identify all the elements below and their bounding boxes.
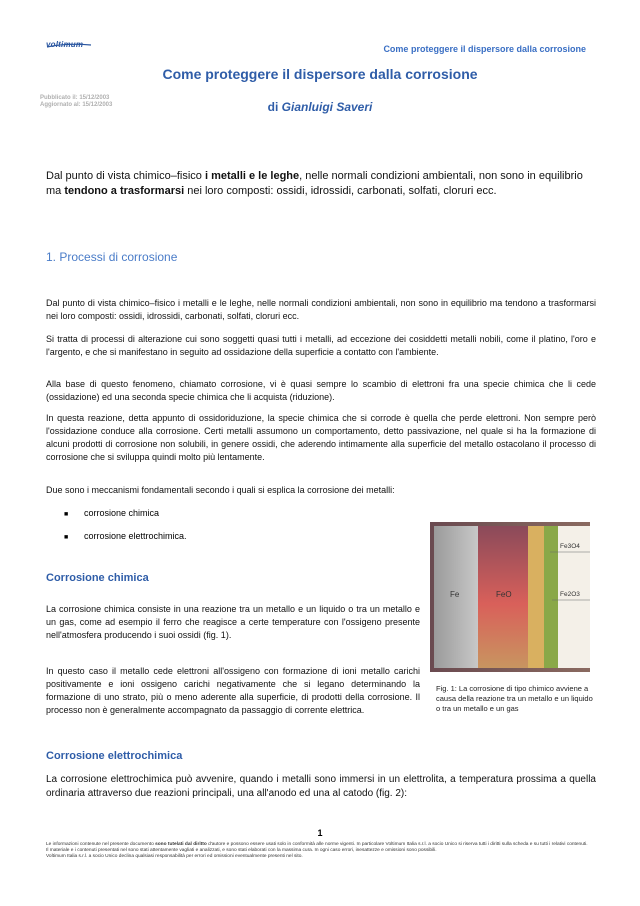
body-paragraph: La corrosione elettrochimica può avvenire, quando i metalli sono immersi in un elettrolita, a temperatura prossima a quella ordinaria attraverso due reazioni principali, una all'anodo ed una al catodo (fig. 2): (46, 774, 596, 799)
published-date: Pubblicato il: 15/12/2003 (40, 95, 110, 101)
author-line (0, 100, 640, 114)
intro-text-1: Dal punto di vista chimico–fisico (46, 170, 205, 182)
corrosion-figure (430, 522, 590, 672)
body-paragraph: In questa reazione, detta appunto di ossidoriduzione, la specie chimica che si corrode è quella che perde elettroni. Non sempre però l'ossidazione conduce alla corrosione. Certi metalli assumono un comportamento, detto passivazione, nel quale si ha la formazione di alcuni prodotti di corrosione non solubili, in genere ossidi, che aderendo intimamente alla superficie del metallo ostacolano il processo di corrosione che si sviluppa quindi molto più lentamente. (46, 413, 596, 462)
intro-text-2: , nelle normali condizioni ambientali, non sono in equilibrio ma (46, 170, 583, 197)
footer-disclaimer (46, 842, 606, 860)
list-item-label: corrosione chimica (84, 508, 160, 518)
body-paragraph: Alla base di questo fenomeno, chiamato corrosione, vi è quasi sempre lo scambio di elettroni fra una specie chimica che li cede (ossidazione) ed una seconda specie chimica che li acquista (riduzione). (46, 379, 596, 402)
body-paragraph: Si tratta di processi di alterazione cui sono soggetti quasi tutti i metalli, ad eccezione dei cosiddetti metalli nobili, come il platino, l'oro e l'argento, e che si manifestano in seguito ad ossidazione della superficie a contatto con l'ambiente. (46, 334, 596, 357)
logo-swoosh-icon (46, 43, 92, 49)
list-item-label: corrosione elettrochimica. (84, 531, 187, 541)
logo-text: voltimum (46, 40, 84, 49)
list-item (64, 508, 159, 518)
body-paragraph: La corrosione chimica consiste in una reazione tra un metallo e un liquido o tra un metallo e un gas, come ad esempio il ferro che reagisce a certe temperature con l'ossigeno presente nell'atmosfera producendo i suoi ossidi (fig. 1). (46, 604, 420, 640)
body-paragraph: Due sono i meccanismi fondamentali secondo i quali si esplica la corrosione dei metalli: (46, 485, 395, 495)
bullet-icon: ■ (64, 511, 69, 518)
list-item (64, 531, 187, 541)
fe2o3-label: Fe2O3 (560, 591, 580, 598)
intro-bold-1: i metalli e le leghe (204, 170, 300, 182)
author-name: Gianluigi Saveri (281, 100, 373, 114)
subsection-heading: Corrosione chimica (46, 572, 149, 584)
figure-caption: Fig. 1: La corrosione di tipo chimico avviene a causa della reazione tra un metallo e un liquido o tra un metallo e un gas (436, 684, 593, 713)
body-paragraph: In questo caso il metallo cede elettroni all'ossigeno con formazione di ioni metallo carichi positivamente e ioni ossigeno carichi negativamente che si legano determinando la formazione di uno strato, più o meno aderente alla superficie, di prodotti della corrosione. Il processo non è generalmente accompagnato da passaggio di corrente elettrica. (46, 666, 420, 715)
body-paragraph: Dal punto di vista chimico–fisico i metalli e le leghe, nelle normali condizioni ambientali, non sono in equilibrio ma tendono a trasformarsi nei loro composti: ossidi, idrossidi, carbonati, solfati, cloruri ecc. (46, 298, 596, 321)
feo-label: FeO (496, 590, 512, 599)
section-heading: 1. Processi di corrosione (46, 250, 178, 264)
footer-line: Il materiale e i contenuti presentati nel sono stati attentamente vagliati e analizzati, e sono stati elaborati con la massima cura. In ogni caso errori, inesattezze e omissioni sono possibili. (46, 848, 437, 853)
fe-label: Fe (450, 590, 460, 599)
updated-date: Aggiornato al: 15/12/2003 (40, 102, 113, 108)
subsection-heading: Corrosione elettrochimica (46, 750, 183, 762)
footer-text: Le informazioni contenute nel presente documento (46, 842, 156, 847)
page-number: 1 (317, 828, 323, 838)
intro-bold-2: tendono a trasformarsi (64, 185, 185, 197)
intro-paragraph (46, 169, 596, 199)
intro-text-3: nei loro composti: ossidi, idrossidi, carbonati, solfati, cloruri ecc. (184, 185, 497, 197)
footer-bold: sono tutelati dal diritto (155, 842, 207, 847)
bullet-icon: ■ (64, 534, 69, 541)
author-prefix: di (267, 100, 279, 114)
logo (46, 34, 94, 50)
corrosion-layers-image (430, 522, 590, 672)
footer-line: Voltimum Italia s.r.l. a socio Unico declina qualsiasi responsabilità per errori ed omissioni eventualmente presenti nel sito. (46, 854, 303, 859)
page-title: Come proteggere il dispersore dalla corrosione (162, 66, 478, 82)
fe3o4-label: Fe3O4 (560, 543, 580, 550)
footer-text: d'autore e possono essere usati solo in conformità alle norme vigenti. In particolare Voltimum Italia s.r.l. a socio Unico si riserva tutti i diritti sulla scheda e su tutti i relativi contenuti. (206, 842, 588, 847)
running-title: Come proteggere il dispersore dalla corrosione (383, 44, 586, 54)
